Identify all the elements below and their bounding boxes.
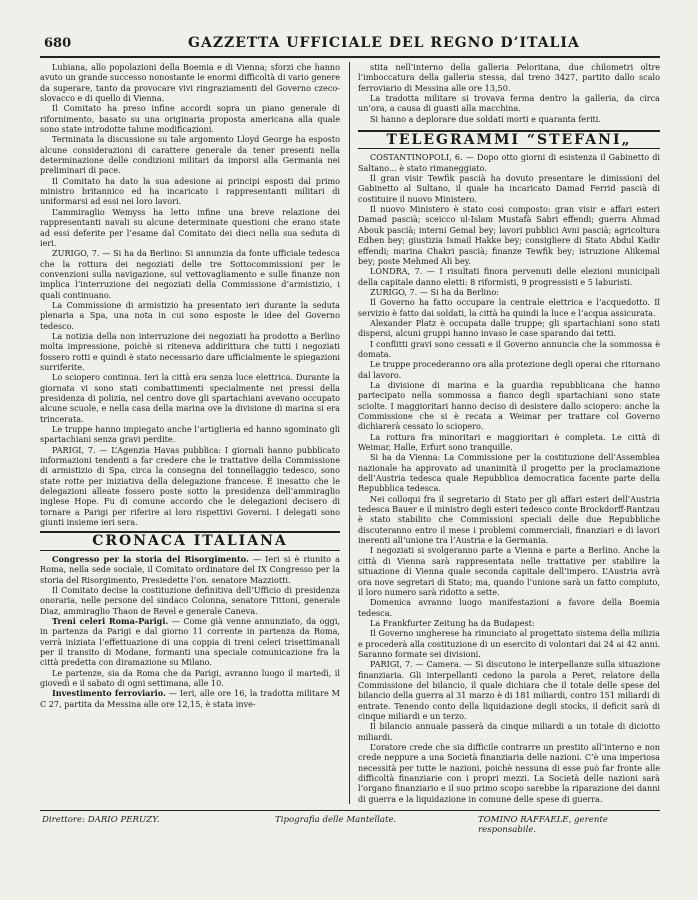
- footer-director: Direttore: DARIO PERUZY.: [42, 815, 160, 825]
- telegram-paragraph: I negoziati si svolgeranno parte a Vienna e parte a Berlino. Anche la città di Vienna sarà rappresentata nelle trattative per stabilire la situazione di Vienna quale seconda capitale dell’impero. L’Austria avrà ora nove segretari di Stato; ma, quando l’unione sarà un fatto compiuto, il loro numero sarà ridotto a sette.: [358, 545, 660, 597]
- telegram-paragraph: ZURIGO, 7. — Si ha da Berlino:: [370, 286, 499, 297]
- article-paragraph: La tradotta militare si trovava ferma dentro la galleria, da circa un’ora, a causa di guasti alla macchina.: [358, 93, 660, 114]
- telegram-paragraph: COSTANTINOPOLI, 6. — Dopo otto giorni di esistenza il Gabinetto di Saltano... è stato rimaneggiato.: [358, 152, 660, 173]
- page-footer: [40, 810, 660, 835]
- left-column: [40, 62, 340, 804]
- article-paragraph: Terminata la discussione su tale argomento Lloyd George ha esposto alcune considerazioni di carattere generale da tener presenti nella determinazione delle condizioni militari da imporsi alla Germania nei preliminari di pace.: [40, 134, 340, 176]
- telegram-paragraph: Il Governo ha fatto occupare la centrale elettrica e l’acquedotto. Il servizio è fatto dai soldati, la città ha quindi la luce e l’acqua assicurata.: [358, 297, 660, 318]
- footer-printer: Tipografia delle Mantellate.: [275, 815, 397, 825]
- telegram-paragraph: Il bilancio annuale passerà da cinque miliardi a un totale di diciotto miliardi.: [358, 721, 660, 742]
- article-paragraph: L’ammiraglio Wemyss ha letto infine una breve relazione dei rappresentanti navali su alcune determinate questioni che erano state ad essi deferite per l’esame dal Comitato dei dieci nella sua seduta di ieri.: [40, 206, 340, 248]
- cronaca-heading: Investimento ferroviario.: [52, 688, 166, 699]
- article-paragraph: La notizia della non interruzione dei negoziati ha prodotto a Berlino molta impressione, poichè si riteneva addirittura che tutti i negoziati fossero rotti e quindi è stato necessario dare ufficialmente le spiegazioni surriferite.: [40, 330, 340, 372]
- article-paragraph: Lubiana, allo popolazioni della Boemia e di Vienna; sforzi che hanno avuto un grande successo nonostante le enormi difficoltà di vario genere da superare, tanto da provocare vivi ringraziamenti del Governo czeco-slovacco e di quello di Vienna.: [40, 62, 340, 104]
- section-title-telegrammi: TELEGRAMMI “STEFANI„: [358, 130, 660, 149]
- article-paragraph: La Commissione di armistizio ha presentato ieri durante la seduta plenaria a Spa, una nota in cui sono esposte le idee del Governo tedesco.: [40, 299, 340, 331]
- article-paragraph: Si hanno a deplorare due soldati morti e quaranta feriti.: [370, 113, 601, 124]
- article-paragraph: Le truppe hanno impiegato anche l’artiglieria ed hanno sgominato gli spartachiani senza gravi perdite.: [40, 424, 340, 445]
- telegram-paragraph: I conflitti gravi sono cessati e il Governo annuncia che la sommossa è domata.: [358, 338, 660, 359]
- telegram-paragraph: PARIGI, 7. — Camera. — Si discutono le interpellanze sulla situazione finanziaria. Gli interpellanti cedono la parola a Peret, relatore della Commissione del bilancio, il quale dichiara che il totale delle spese del bilancio della guerra al 31 marzo è di 181 miliardi, contro 151 miliardi di entrate. Tenendo conto della liquidazione degli stocks, il deficit sarà di cinque miliardi e un terzo.: [358, 659, 660, 721]
- telegram-paragraph: Domenica avranno luogo manifestazioni a favore della Boemia tedesca.: [358, 597, 660, 618]
- article-paragraph: stita nell’interno della galleria Peloritana, due chilometri oltre l’imboccatura della galleria stessa, dal treno 3427, partito dallo scalo ferroviario di Messina alle ore 13,50.: [358, 62, 660, 93]
- telegram-paragraph: Si ha da Vienna: La Commissione per la costituzione dell’Assemblea nazionale ha approvato ad unanimità il progetto per la proclamazione dell’Austria tedesca quale Repubblica democratica facente parte della Repubblica tedesca.: [358, 452, 660, 494]
- cronaca-item: [40, 585, 340, 616]
- right-column: [358, 62, 660, 804]
- columns: [40, 62, 660, 804]
- article-paragraph: PARIGI, 7. — L’Agenzia Havas pubblica: I giornali hanno pubblicato informazioni tendenti a far credere che le trattative della Commissione di armistizio di Spa, circa la consegna del tonnellaggio tedesco, sono state rotte per iniziativa della delegazione francese. È inesatto che le delegazioni alleate fossero poste sotto la presidenza dell’ammiraglio inglese Hope. Fu di comune accordo che le delegazioni decisero di tornare a Parigi per riferire ai loro rispettivi Governi. I delegati sono giunti insieme ieri sera.: [40, 444, 340, 528]
- article-paragraph: Il Comitato ha dato la sua adesione ai principi esposti dal primo ministro britannico ed ha incaricato i rappresentanti militari di uniformarsi ad essi nei loro lavori.: [40, 175, 340, 207]
- newspaper-page: [40, 32, 660, 835]
- telegram-paragraph: Il gran visir Tewfik pascià ha dovuto presentare le dimissioni del Gabinetto al Sultano, il quale ha incaricato Damad Ferrid pascià di costituire il nuovo Ministero.: [358, 173, 660, 204]
- cronaca-text: Il Comitato decise la costituzione definitiva dell’Ufficio di presidenza onoraria, nelle persone del sindaco Colonna, senatore Tittoni, generale Diaz, ammiraglio Thaon de Revel e generale Caneva.: [40, 584, 340, 616]
- telegram-paragraph: L’oratore crede che sia difficile contrarre un prestito all’interno e non crede neppure a una Società finanziaria delle nazioni. C’è una imperiosa necessità per tutte le nazioni, poichè nessuna di esse può far fronte alle difficoltà finanziarie con i propri mezzi. La Società delle nazioni sarà l’organo finanziario e il suo primo scopo sarebbe la riparazione dei danni di guerra e la liquidazione in comune delle spese di guerra.: [358, 742, 660, 804]
- telegram-paragraph: Il Governo ungherese ha rinunciato al progettato sistema della milizia e procederà alla costituzione di un esercito di volontari dai 24 ai 42 anni. Saranno formate sei divisioni.: [358, 628, 660, 659]
- cronaca-text: — Ieri si è riunito a Roma, nella sede sociale, il Comitato ordinatore del IX Congresso per la storia del Risorgimento, Presiedette l’on. senatore Mazziotti.: [40, 553, 340, 585]
- telegram-paragraph: La divisione di marina e la guardia repubblicana che hanno partecipato nella sommossa a fianco degli spartachiani sono state sciolte. I maggioritari hanno deciso di desistere dallo sciopero: anche la Commissione che si è recata a Weimar per trattare col Governo dichiarerà cessato lo sciopero.: [358, 379, 660, 432]
- column-divider: [349, 62, 350, 804]
- article-paragraph: Lo sciopero continua. Ieri la città era senza luce elettrica. Durante la giornata vi sono stati combattimenti specialmente nei pressi della presidenza di polizia, nel centro dove gli spartachiani avevano occupato alcune scuole, e nella casa della marina ove la divisione di marina si era trincerata.: [40, 372, 340, 424]
- page-header: [40, 32, 660, 58]
- article-paragraph: ZURIGO, 7. — Si ha da Berlino: Si annunzia da fonte ufficiale tedesca che la rottura dei negoziati delle tre Sottocommissioni per le convenzioni sulla navigazione, sul vettovagliamento e sulle finanze non implica l’interruzione dei negoziati della Commissione d’armistizio, i quali continuano.: [40, 248, 340, 300]
- cronaca-item: [40, 668, 340, 689]
- cronaca-item: [40, 616, 340, 668]
- cronaca-text: Le partenze, sia da Roma che da Parigi, avranno luogo il martedì, il giovedì e il sabato di ogni settimana, alle 10.: [40, 667, 340, 688]
- page-number: 680: [44, 36, 72, 51]
- telegram-paragraph: Nei colloqui fra il segretario di Stato per gli affari esteri dell’Austria tedesca Bauer e il ministro degli esteri tedesco conte Brockdorff-Rantzau è stato stabilito che Commissioni speciali delle due Repubbliche discuteranno entro il mese i problemi commerciali, finanziari e di lavori inerenti all’unione tra l’Austria e la Germania.: [358, 493, 660, 546]
- cronaca-text: — Ieri, alle ore 16, la tradotta militare M C 27, partita da Messina alle ore 12,15, è stata inve-: [40, 688, 340, 709]
- masthead-title: GAZZETTA UFFICIALE DEL REGNO D’ITALIA: [188, 35, 580, 51]
- cronaca-heading: Treni celeri Roma-Parigi.: [52, 615, 169, 626]
- telegram-paragraph: Le truppe procederanno ora alla protezione degli operai che ritornano dal lavoro.: [358, 359, 660, 380]
- cronaca-text: — Come già venne annunziato, da oggi, in partenza da Parigi e dal giorno 11 corrente in partenza da Roma, verrà iniziata l’effettuazione di una coppia di treni celeri trisettimanali per il transito di Modane, formanti una speciale comunicazione fra la città predetta con diramazione su Milano.: [40, 615, 340, 668]
- article-paragraph: Il Comitato ha preso infine accordi sopra un piano generale di rifornimento, basato su una originaria proposta americana alla quale sono state introdotte talune modificazioni.: [40, 103, 340, 135]
- cronaca-item: [40, 554, 340, 585]
- telegram-paragraph: Alexander Platz è occupata dalle truppe; gli spartachiani sono stati dispersi, alcuni gruppi hanno invaso le case sparando dai tetti.: [358, 317, 660, 339]
- telegram-paragraph: LONDRA, 7. — I risultati finora pervenuti delle elezioni municipali della capitale danno eletti: 8 riformisti, 9 progressisti e 5 laburisti.: [358, 266, 660, 287]
- telegram-paragraph: Il nuovo Ministero è stato così composto: gran visir e affari esteri Damad pascià; sceicco ul-Islam Mustafà Sabri effendi; guerra Ahmad Abouk pascià; interni Gemal bey; lavori pubblici Avni pascià; agricoltura Edhen bey; giustizia Ismail Hakke bey; consigliere di Stato Abdul Kadir effendi; marina Chakri pascià; finanze Tewfik bey; istruzione Alikemal bey; poste Mehmed Ali bey.: [358, 204, 660, 266]
- footer-manager: TOMINO RAFFAELE, gerente responsabile.: [478, 815, 608, 835]
- cronaca-heading: Congresso per la storia del Risorgimento.: [52, 553, 249, 564]
- telegram-paragraph: La rottura fra minoritari e maggioritari è completa. Le città di Weimar, Halle, Erfurt sono tranquille.: [358, 431, 660, 453]
- telegram-paragraph: La Frankfurter Zeitung ha da Budapest:: [370, 617, 535, 628]
- cronaca-item: [40, 688, 340, 709]
- section-title-cronaca: CRONACA ITALIANA: [40, 531, 340, 550]
